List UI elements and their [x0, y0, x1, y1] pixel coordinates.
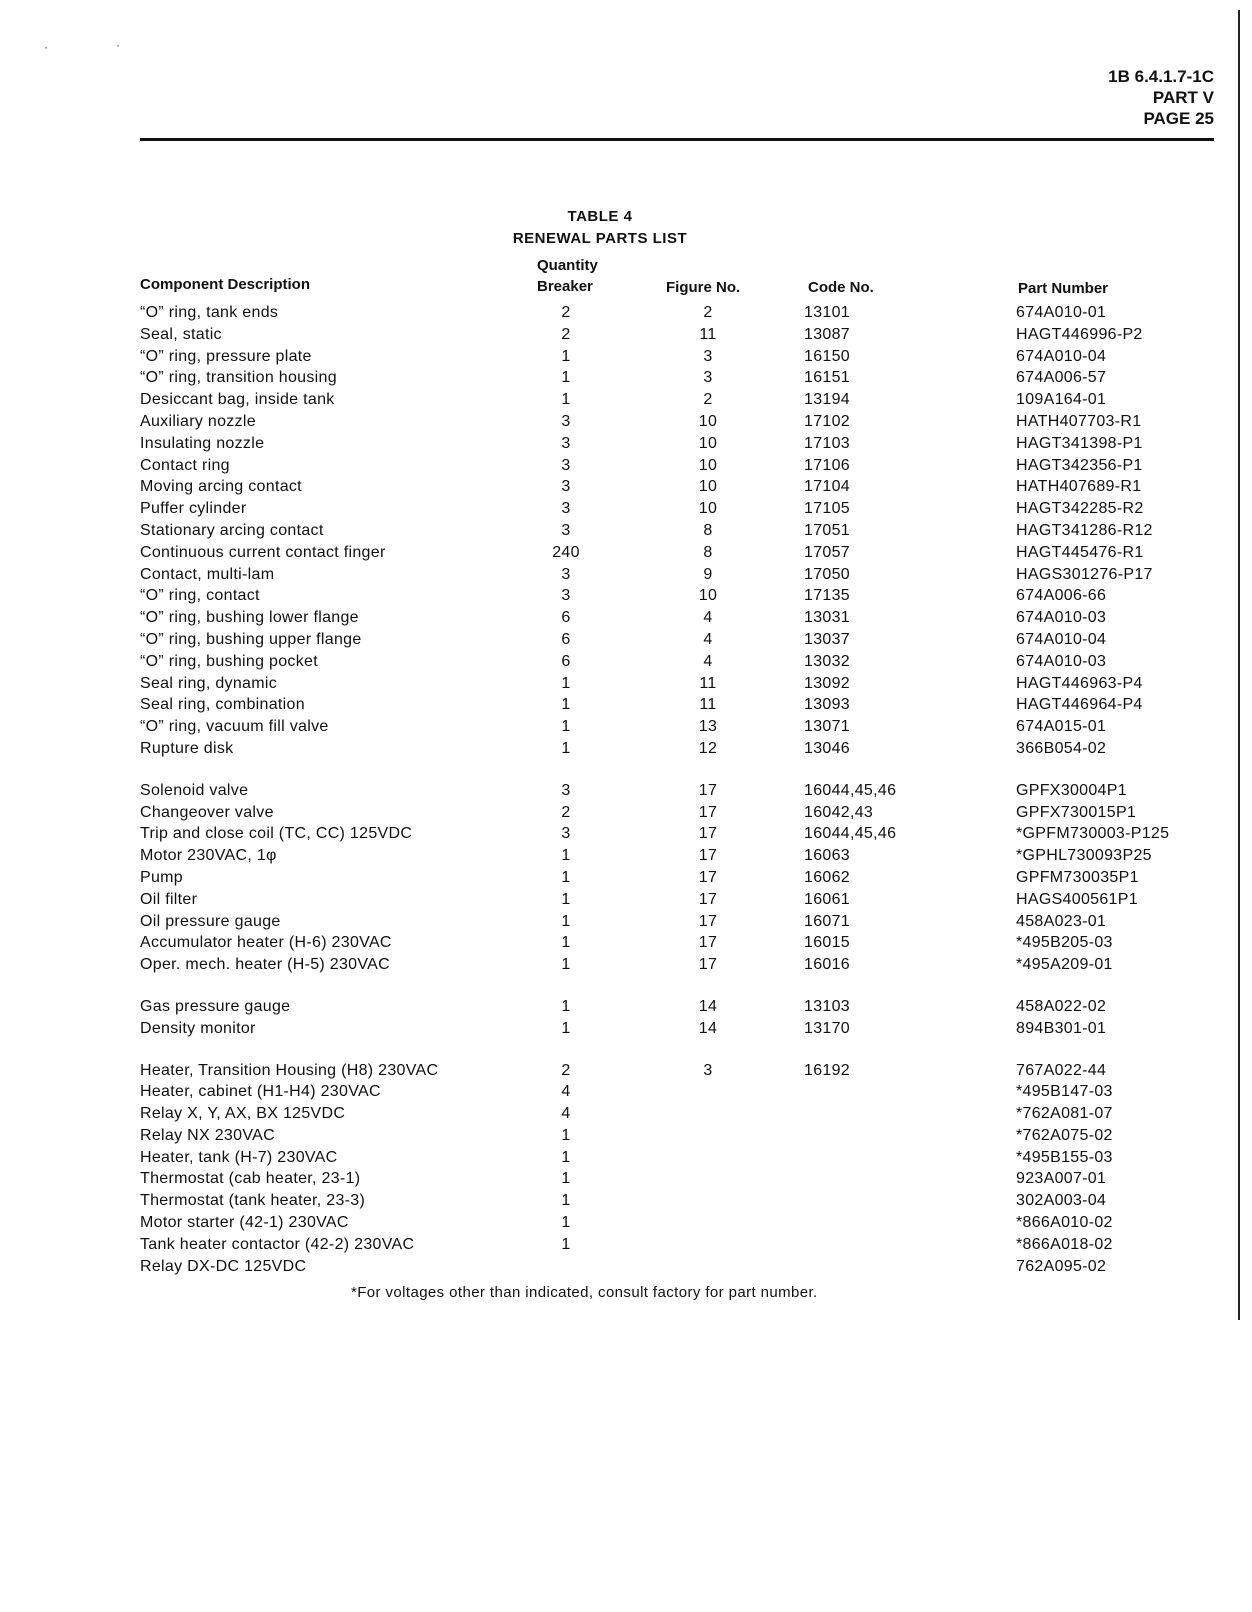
row-part-number: 366B054-02 [1016, 739, 1107, 757]
row-part-number: HAGT341398-P1 [1016, 434, 1143, 452]
table-row [0, 1168, 1252, 1190]
row-figure: 10 [698, 478, 718, 496]
row-part-number: GPFX730015P1 [1016, 803, 1137, 821]
row-quantity: 3 [561, 825, 571, 843]
row-description: “O” ring, transition housing [140, 369, 337, 387]
row-figure: 17 [698, 912, 718, 930]
row-quantity: 3 [561, 412, 571, 430]
row-part-number: 923A007-01 [1016, 1170, 1107, 1188]
row-figure: 4 [703, 609, 713, 627]
row-figure: 17 [698, 847, 718, 865]
row-code: 17106 [804, 456, 850, 474]
row-quantity: 3 [561, 478, 571, 496]
row-code: 16042,43 [804, 803, 874, 821]
row-description: Stationary arcing contact [140, 521, 324, 539]
row-code: 13101 [804, 304, 850, 321]
column-header-description: Component Description [140, 276, 311, 293]
table-row [0, 651, 1252, 673]
row-quantity: 1 [561, 997, 571, 1015]
row-code: 17051 [804, 521, 850, 539]
row-quantity: 4 [561, 1083, 571, 1101]
table-row [0, 1081, 1252, 1103]
row-description: Desiccant bag, inside tank [140, 391, 335, 409]
part-label: PART V [1152, 88, 1214, 107]
table-row [0, 1147, 1252, 1169]
row-part-number: 674A010-04 [1016, 630, 1107, 648]
row-description: Relay DX-DC 125VDC [140, 1257, 307, 1275]
row-description: Heater, tank (H-7) 230VAC [140, 1148, 338, 1166]
row-figure: 17 [698, 890, 718, 908]
row-part-number: HAGT342356-P1 [1016, 456, 1143, 474]
row-figure: 9 [703, 565, 713, 583]
row-quantity: 1 [561, 1235, 571, 1253]
row-part-number: 674A006-57 [1016, 369, 1107, 387]
table-row [0, 673, 1252, 695]
row-part-number: HAGT342285-R2 [1016, 500, 1144, 518]
row-quantity: 1 [561, 1148, 571, 1166]
row-quantity: 2 [561, 803, 571, 821]
row-part-number: HAGT341286-R12 [1016, 521, 1153, 539]
row-quantity: 1 [561, 1170, 571, 1188]
row-code: 16061 [804, 890, 850, 908]
row-quantity: 1 [561, 1126, 571, 1144]
row-description: Relay NX 230VAC [140, 1126, 275, 1144]
row-code: 17135 [804, 587, 850, 605]
row-quantity: 1 [561, 934, 571, 952]
row-description: Accumulator heater (H-6) 230VAC [140, 934, 392, 952]
row-part-number: HAGT446963-P4 [1016, 674, 1143, 692]
row-quantity: 240 [552, 543, 580, 561]
row-description: Relay X, Y, AX, BX 125VDC [140, 1105, 346, 1123]
row-quantity: 1 [561, 1019, 571, 1037]
row-quantity: 1 [561, 739, 571, 757]
row-code: 16044,45,46 [804, 825, 897, 843]
row-code: 13170 [804, 1019, 850, 1037]
row-quantity: 6 [561, 630, 571, 648]
table-row [0, 411, 1252, 433]
scan-speck: · [116, 38, 120, 52]
table-row [0, 542, 1252, 564]
table-row [0, 1125, 1252, 1147]
table-row [0, 302, 1252, 324]
row-code: 13092 [804, 674, 850, 692]
row-part-number: *GPFM730003-P125 [1016, 825, 1170, 843]
row-figure: 4 [703, 630, 713, 648]
row-description: Heater, cabinet (H1-H4) 230VAC [140, 1083, 381, 1101]
row-description: “O” ring, bushing pocket [140, 652, 318, 670]
row-code: 13031 [804, 609, 850, 627]
row-quantity: 1 [561, 868, 571, 886]
header-rule [140, 138, 1214, 141]
table-row [0, 455, 1252, 477]
row-quantity: 3 [561, 587, 571, 605]
row-code: 13071 [804, 718, 850, 736]
row-figure: 4 [703, 652, 713, 670]
row-code: 13093 [804, 696, 850, 714]
row-part-number: *866A018-02 [1016, 1235, 1113, 1253]
doc-number: 1B 6.4.1.7-1C [1108, 67, 1214, 86]
row-description: Oil filter [140, 890, 198, 908]
row-figure: 17 [698, 868, 718, 886]
row-quantity: 2 [561, 304, 571, 321]
row-figure: 10 [698, 412, 718, 430]
row-figure: 11 [699, 325, 717, 343]
table-row [0, 780, 1252, 802]
table-row [0, 1060, 1252, 1082]
table-row [0, 889, 1252, 911]
row-part-number: *495B205-03 [1016, 934, 1113, 952]
row-figure: 14 [698, 1019, 718, 1037]
row-figure: 17 [698, 803, 718, 821]
row-description: Rupture disk [140, 739, 234, 757]
row-quantity: 1 [561, 674, 571, 692]
row-code: 13194 [804, 391, 850, 409]
row-description: Puffer cylinder [140, 500, 247, 518]
row-figure: 12 [698, 739, 718, 757]
column-header-code: Code No. [808, 279, 874, 296]
row-quantity: 1 [561, 1214, 571, 1232]
row-part-number: 674A010-03 [1016, 609, 1107, 627]
row-part-number: 674A010-03 [1016, 652, 1107, 670]
row-part-number: 674A015-01 [1016, 718, 1107, 736]
row-part-number: GPFM730035P1 [1016, 868, 1139, 886]
row-part-number: 894B301-01 [1016, 1019, 1107, 1037]
table-row [0, 564, 1252, 586]
table-row [0, 738, 1252, 760]
row-code: 17050 [804, 565, 850, 583]
row-quantity: 1 [561, 847, 571, 865]
row-quantity: 6 [561, 652, 571, 670]
table-row [0, 476, 1252, 498]
table-row [0, 911, 1252, 933]
row-description: Tank heater contactor (42-2) 230VAC [140, 1235, 415, 1253]
table-row [0, 1256, 1252, 1278]
row-figure: 17 [698, 934, 718, 952]
row-description: “O” ring, pressure plate [140, 347, 312, 365]
row-quantity: 3 [561, 456, 571, 474]
row-code: 16071 [804, 912, 850, 930]
row-code: 16015 [804, 934, 850, 952]
row-part-number: 302A003-04 [1016, 1192, 1107, 1210]
row-figure: 13 [698, 718, 718, 736]
table-row [0, 498, 1252, 520]
table-row [0, 1234, 1252, 1256]
row-part-number: 109A164-01 [1016, 391, 1107, 409]
row-description: Motor 230VAC, 1φ [140, 847, 277, 865]
row-code: 13037 [804, 630, 850, 648]
row-part-number: 762A095-02 [1016, 1257, 1107, 1275]
row-code: 16063 [804, 847, 850, 865]
row-description: Motor starter (42-1) 230VAC [140, 1214, 349, 1232]
table-row [0, 996, 1252, 1018]
row-description: Seal ring, dynamic [140, 674, 278, 692]
row-part-number: *495B147-03 [1016, 1083, 1113, 1101]
row-figure: 17 [698, 781, 718, 799]
row-figure: 3 [703, 347, 713, 365]
row-description: Oper. mech. heater (H-5) 230VAC [140, 956, 390, 974]
row-part-number: GPFX30004P1 [1016, 781, 1127, 799]
row-quantity: 1 [561, 718, 571, 736]
row-description: Continuous current contact finger [140, 543, 386, 561]
row-figure: 2 [703, 391, 713, 409]
row-figure: 8 [703, 521, 713, 539]
row-quantity: 2 [561, 325, 571, 343]
column-header-quantity-line2: Breaker [537, 278, 593, 295]
row-figure: 3 [703, 369, 713, 387]
column-header-part: Part Number [1018, 280, 1109, 297]
column-header-quantity [537, 255, 598, 297]
row-figure: 8 [703, 543, 713, 561]
table-row [0, 629, 1252, 651]
table-row [0, 716, 1252, 738]
row-description: Pump [140, 868, 183, 886]
row-part-number: HATH407703-R1 [1016, 412, 1142, 430]
page-number: PAGE 25 [1143, 109, 1214, 128]
table-row [0, 845, 1252, 867]
table-row [0, 520, 1252, 542]
row-code: 17104 [804, 478, 850, 496]
row-description: “O” ring, bushing upper flange [140, 630, 362, 648]
table-row [0, 389, 1252, 411]
row-part-number: 674A010-04 [1016, 347, 1107, 365]
row-part-number: HAGT445476-R1 [1016, 543, 1144, 561]
row-figure: 10 [698, 500, 718, 518]
table-row [0, 1190, 1252, 1212]
table-row [0, 1103, 1252, 1125]
row-description: Seal, static [140, 325, 222, 343]
row-figure: 17 [698, 956, 718, 974]
row-code: 17103 [804, 434, 850, 452]
row-quantity: 3 [561, 781, 571, 799]
row-code: 17057 [804, 543, 850, 561]
table-subtitle: RENEWAL PARTS LIST [512, 230, 688, 247]
table-row [0, 607, 1252, 629]
row-description: “O” ring, vacuum fill valve [140, 718, 329, 736]
column-header-figure: Figure No. [666, 279, 741, 296]
table-title [380, 206, 820, 250]
row-code: 13046 [804, 739, 850, 757]
row-part-number: *GPHL730093P25 [1016, 847, 1152, 865]
row-part-number: HAGT446964-P4 [1016, 696, 1143, 714]
table-row [0, 867, 1252, 889]
row-description: Insulating nozzle [140, 434, 265, 452]
row-description: Contact, multi-lam [140, 565, 275, 583]
row-quantity: 3 [561, 565, 571, 583]
row-code: 17102 [804, 412, 850, 430]
table-row [0, 694, 1252, 716]
table-row [0, 346, 1252, 368]
row-quantity: 1 [561, 890, 571, 908]
row-figure: 14 [698, 997, 718, 1015]
table-row [0, 802, 1252, 824]
row-description: Gas pressure gauge [140, 997, 291, 1015]
row-part-number: 674A006-66 [1016, 587, 1107, 605]
row-quantity: 1 [561, 912, 571, 930]
row-code: 13087 [804, 325, 850, 343]
row-description: Moving arcing contact [140, 478, 302, 496]
row-description: Oil pressure gauge [140, 912, 281, 930]
row-description: Contact ring [140, 456, 230, 474]
row-quantity: 1 [561, 369, 571, 387]
row-figure: 3 [703, 1061, 713, 1079]
row-figure: 11 [699, 674, 717, 692]
column-header-quantity-line1: Quantity [537, 257, 598, 274]
row-quantity: 1 [561, 1192, 571, 1210]
row-quantity: 3 [561, 521, 571, 539]
row-quantity: 3 [561, 434, 571, 452]
row-part-number: *762A075-02 [1016, 1126, 1113, 1144]
row-description: Thermostat (tank heater, 23-3) [140, 1192, 366, 1210]
row-description: Density monitor [140, 1019, 256, 1037]
row-part-number: *866A010-02 [1016, 1214, 1113, 1232]
scan-speck: · [44, 40, 48, 54]
table-row [0, 324, 1252, 346]
row-figure: 10 [698, 456, 718, 474]
row-quantity: 3 [561, 500, 571, 518]
row-quantity: 2 [561, 1061, 571, 1079]
row-quantity: 1 [561, 347, 571, 365]
row-part-number: 458A023-01 [1016, 912, 1107, 930]
row-code: 16062 [804, 868, 850, 886]
row-code: 16016 [804, 956, 850, 974]
row-description: Seal ring, combination [140, 696, 305, 714]
table-row [0, 1018, 1252, 1040]
row-part-number: HATH407689-R1 [1016, 478, 1142, 496]
table-row [0, 954, 1252, 976]
table-row [0, 823, 1252, 845]
table-row [0, 433, 1252, 455]
row-description: Heater, Transition Housing (H8) 230VAC [140, 1061, 439, 1079]
row-code: 16192 [804, 1061, 850, 1079]
table-number: TABLE 4 [567, 208, 633, 225]
row-quantity: 1 [561, 391, 571, 409]
table-row [0, 1212, 1252, 1234]
row-quantity: 1 [561, 956, 571, 974]
row-description: Trip and close coil (TC, CC) 125VDC [140, 825, 413, 843]
row-quantity: 6 [561, 609, 571, 627]
row-part-number: *495A209-01 [1016, 956, 1113, 974]
row-code: 17105 [804, 500, 850, 518]
table-row [0, 367, 1252, 389]
row-figure: 11 [699, 696, 717, 714]
parts-table-body [0, 302, 1252, 1277]
row-part-number: *762A081-07 [1016, 1105, 1113, 1123]
row-description: “O” ring, bushing lower flange [140, 609, 359, 627]
row-part-number: 674A010-01 [1016, 304, 1107, 321]
row-figure: 10 [698, 587, 718, 605]
row-part-number: HAGT446996-P2 [1016, 325, 1143, 343]
table-row [0, 585, 1252, 607]
row-description: Auxiliary nozzle [140, 412, 256, 430]
row-code: 13032 [804, 652, 850, 670]
row-quantity: 4 [561, 1105, 571, 1123]
row-description: Thermostat (cab heater, 23-1) [140, 1170, 361, 1188]
row-description: “O” ring, contact [140, 587, 260, 605]
row-code: 16044,45,46 [804, 781, 897, 799]
page-header [1108, 66, 1214, 129]
row-figure: 2 [703, 304, 713, 321]
row-part-number: HAGS301276-P17 [1016, 565, 1153, 583]
row-description: Changeover valve [140, 803, 274, 821]
row-part-number: HAGS400561P1 [1016, 890, 1138, 908]
row-part-number: 767A022-44 [1016, 1061, 1107, 1079]
row-figure: 10 [698, 434, 718, 452]
row-description: Solenoid valve [140, 781, 249, 799]
footnote: *For voltages other than indicated, consult factory for part number. [351, 1284, 818, 1301]
row-figure: 17 [698, 825, 718, 843]
row-quantity: 1 [561, 696, 571, 714]
row-part-number: 458A022-02 [1016, 997, 1107, 1015]
table-row [0, 932, 1252, 954]
row-code: 16151 [804, 369, 850, 387]
row-description: “O” ring, tank ends [140, 304, 279, 321]
row-part-number: *495B155-03 [1016, 1148, 1113, 1166]
row-code: 16150 [804, 347, 850, 365]
row-code: 13103 [804, 997, 850, 1015]
